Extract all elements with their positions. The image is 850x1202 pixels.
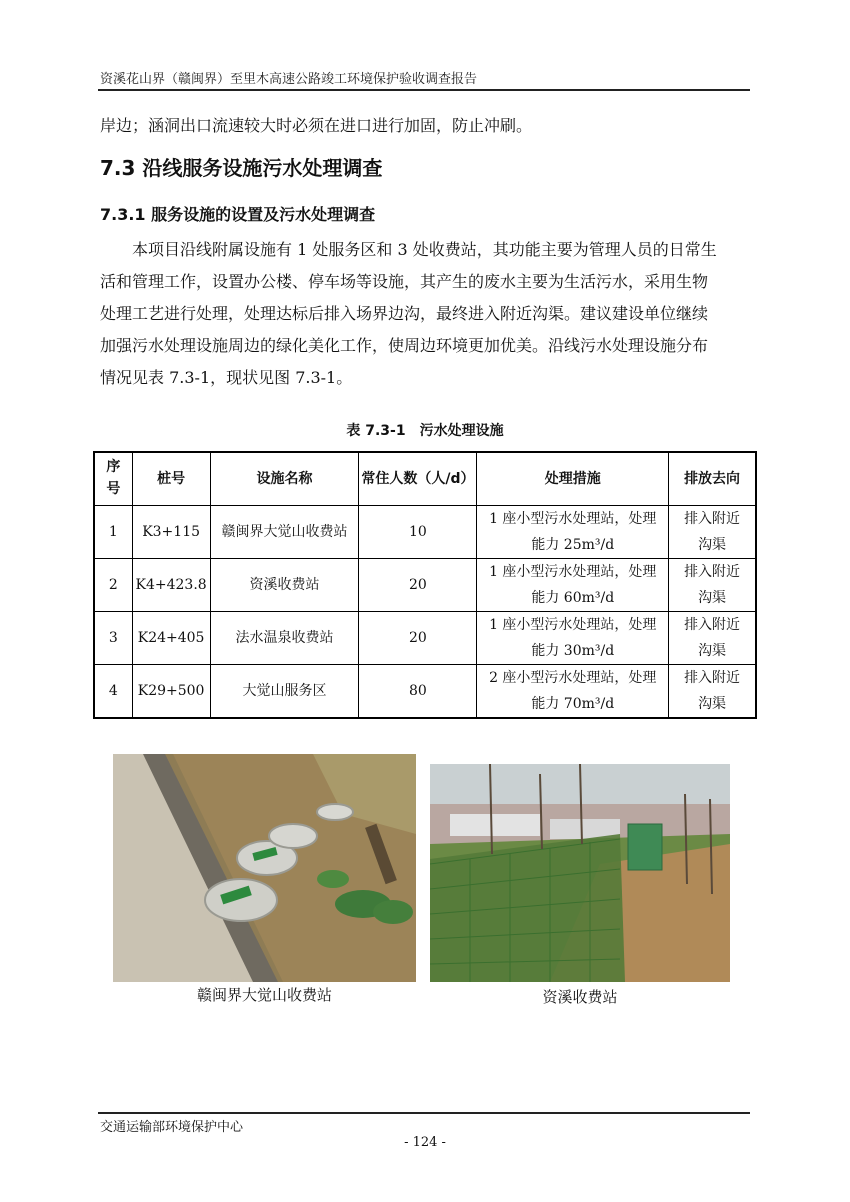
table-caption: 表 7.3-1 污水处理设施: [346, 423, 504, 439]
cell-discharge: 排入附近 沟渠: [669, 612, 756, 665]
cell-discharge: 排入附近 沟渠: [669, 506, 756, 559]
photo-caption: 赣闽界大觉山收费站: [196, 986, 332, 1004]
cell-facility-name: 资溪收费站: [210, 559, 359, 612]
cell-treatment: 1 座小型污水处理站，处理 能力 30m³/d: [477, 612, 669, 665]
cell-no: 2: [94, 559, 132, 612]
cell-population: 20: [359, 612, 477, 665]
photo-toll-station-manholes: [113, 754, 416, 982]
cell-facility-name: 法水温泉收费站: [210, 612, 359, 665]
paragraph-line: 情况见表 7.3-1，现状见图 7.3-1。: [100, 368, 353, 387]
manhole-scene-image: [113, 754, 416, 982]
report-header-title: 资溪花山界（赣闽界）至里木高速公路竣工环境保护验收调查报告: [100, 72, 478, 87]
cell-treatment: 2 座小型污水处理站，处理 能力 70m³/d: [477, 665, 669, 719]
cell-no: 1: [94, 506, 132, 559]
cell-no: 4: [94, 665, 132, 719]
footer-divider: [98, 1112, 750, 1114]
sewage-facilities-table: [93, 451, 757, 719]
photo-caption: 资溪收费站: [542, 988, 618, 1006]
page-number: - 124 -: [404, 1135, 446, 1150]
cell-stake: K4+423.8: [132, 559, 210, 612]
cell-stake: K29+500: [132, 665, 210, 719]
footer-organization: 交通运输部环境保护中心: [100, 1120, 244, 1135]
photo-zixi-toll-station: [430, 764, 730, 982]
cell-facility-name: 赣闽界大觉山收费站: [210, 506, 359, 559]
cell-stake: K3+115: [132, 506, 210, 559]
table-row: [94, 559, 756, 612]
fence-scene-image: [430, 764, 730, 982]
section-heading: 7.3 沿线服务设施污水处理调查: [100, 156, 383, 180]
cell-population: 80: [359, 665, 477, 719]
cell-discharge: 排入附近 沟渠: [669, 665, 756, 719]
header-discharge: 排放去向: [669, 452, 756, 506]
table-row: [94, 665, 756, 719]
cell-treatment: 1 座小型污水处理站，处理 能力 60m³/d: [477, 559, 669, 612]
cell-treatment: 1 座小型污水处理站，处理 能力 25m³/d: [477, 506, 669, 559]
header-treatment: 处理措施: [477, 452, 669, 506]
paragraph-line: 处理工艺进行处理，处理达标后排入场界边沟，最终进入附近沟渠。建议建设单位继续: [100, 304, 709, 323]
intro-line: 岸边；涵洞出口流速较大时必须在进口进行加固，防止冲刷。: [100, 116, 533, 135]
table-header-row: [94, 452, 756, 506]
cell-discharge: 排入附近 沟渠: [669, 559, 756, 612]
header-no: 序号: [94, 452, 132, 506]
paragraph-line: 本项目沿线附属设施有 1 处服务区和 3 处收费站，其功能主要为管理人员的日常生: [100, 240, 717, 259]
table-row: [94, 612, 756, 665]
cell-stake: K24+405: [132, 612, 210, 665]
cell-facility-name: 大觉山服务区: [210, 665, 359, 719]
body-paragraph: [100, 234, 752, 394]
cell-population: 20: [359, 559, 477, 612]
header-divider: [98, 89, 750, 91]
cell-population: 10: [359, 506, 477, 559]
header-facility-name: 设施名称: [210, 452, 359, 506]
paragraph-line: 加强污水处理设施周边的绿化美化工作，使周边环境更加优美。沿线污水处理设施分布: [100, 336, 709, 355]
paragraph-line: 活和管理工作，设置办公楼、停车场等设施，其产生的废水主要为生活污水，采用生物: [100, 272, 709, 291]
table-row: [94, 506, 756, 559]
cell-no: 3: [94, 612, 132, 665]
subsection-heading: 7.3.1 服务设施的设置及污水处理调查: [100, 205, 376, 224]
header-stake: 桩号: [132, 452, 210, 506]
header-population: 常住人数（人/d）: [359, 452, 477, 506]
